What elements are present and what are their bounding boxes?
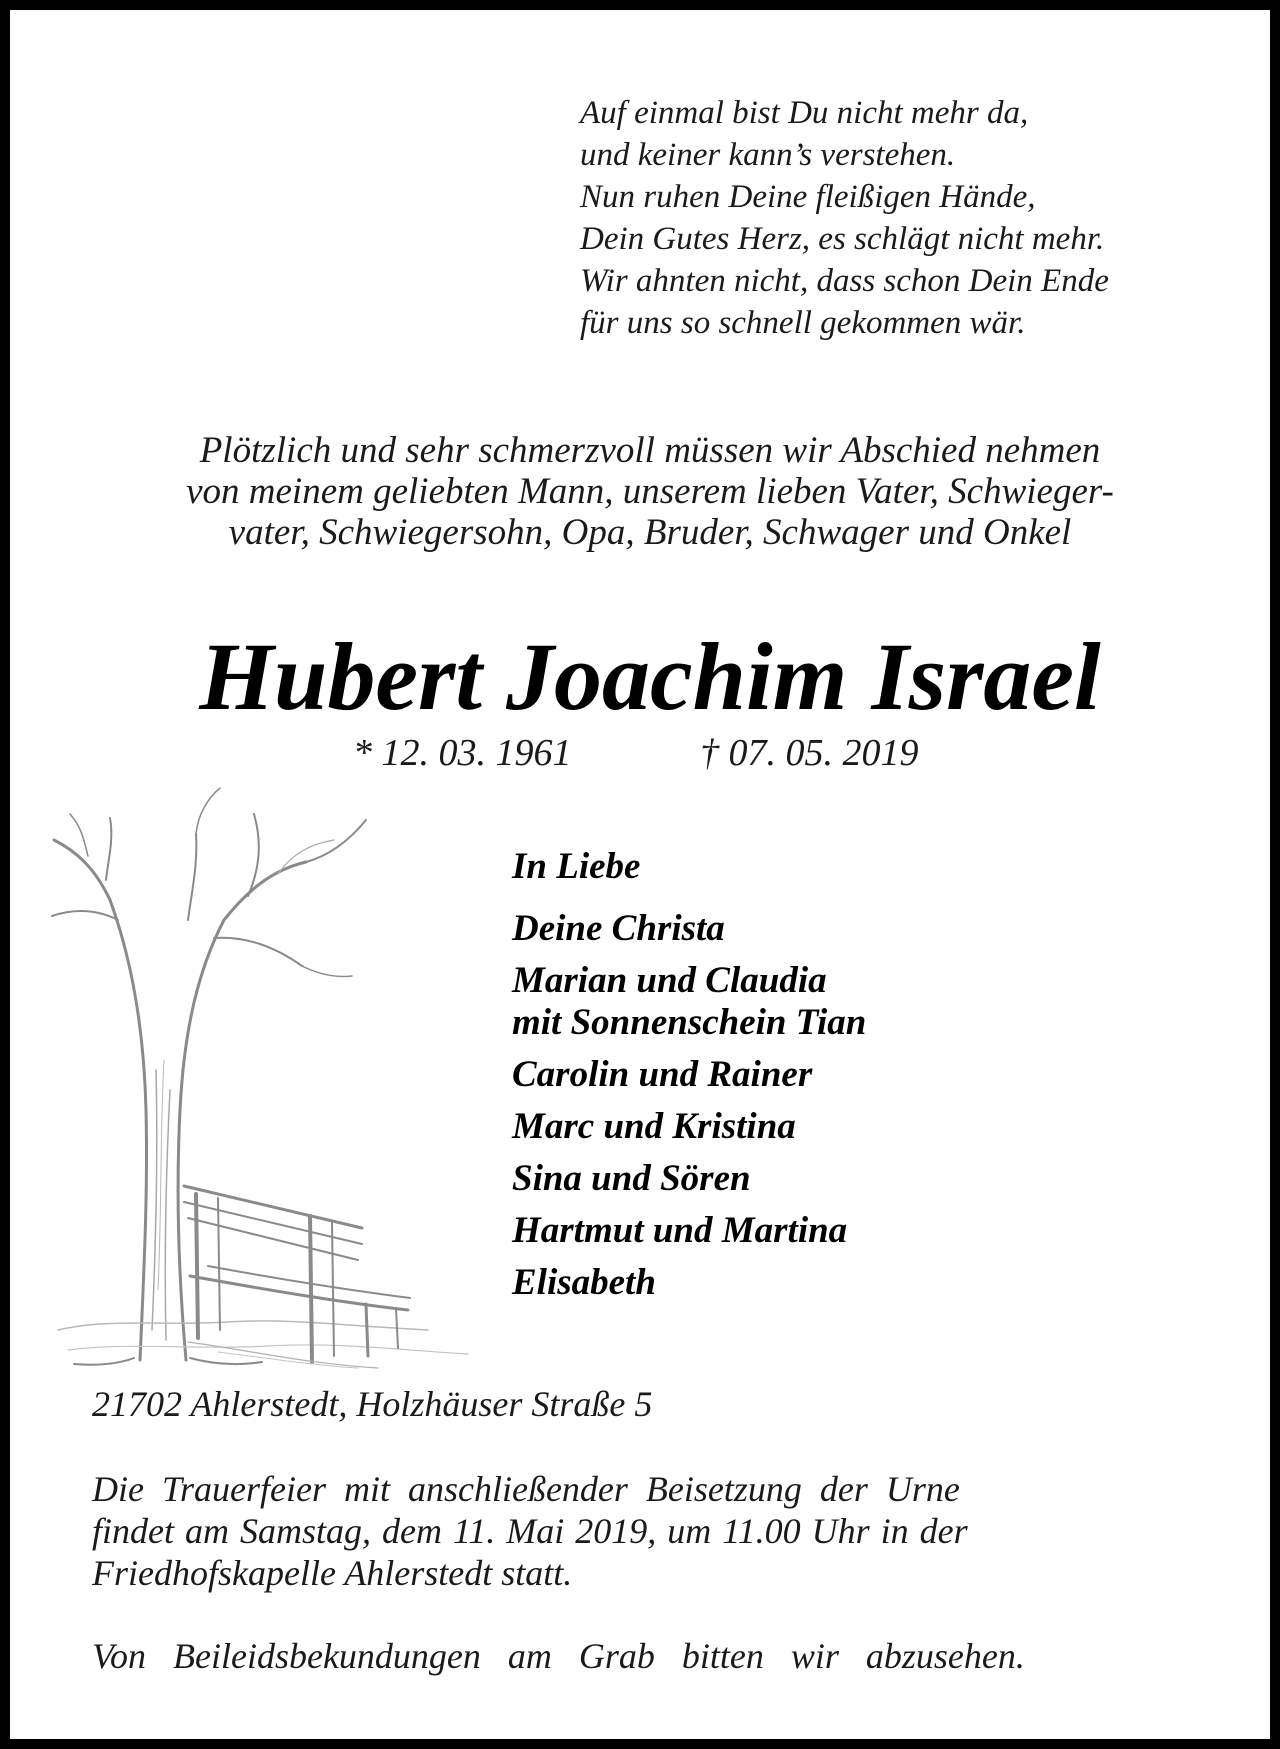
ceremony-line: findet am Samstag, dem 11. Mai 2019, um 11.00 Uhr in der: [92, 1511, 968, 1551]
ceremony-details: [92, 1468, 968, 1594]
family-member: Elisabeth: [512, 1262, 656, 1303]
farewell-intro: [90, 430, 1210, 553]
family-member: Carolin und Rainer: [512, 1054, 813, 1095]
birth-date: * 12. 03. 1961: [353, 732, 572, 774]
poem-line: Auf einmal bist Du nicht mehr da,: [580, 95, 1029, 131]
family-member: Deine Christa: [512, 908, 725, 949]
family-signatures: [512, 846, 866, 1304]
ceremony-line: Friedhofskapelle Ahlerstedt statt.: [92, 1553, 573, 1593]
intro-line: von meinem geliebten Mann, unserem lieben Vater, Schwieger-: [186, 471, 1114, 512]
deceased-name: Hubert Joachim Israel: [199, 623, 1101, 730]
family-member: Marc und Kristina: [512, 1106, 796, 1147]
ceremony-line: Die Trauerfeier mit anschließender Beisetzung der Urne: [92, 1469, 960, 1509]
poem-line: für uns so schnell gekommen wär.: [580, 305, 1026, 341]
poem-line: Dein Gutes Herz, es schlägt nicht mehr.: [580, 221, 1105, 257]
condolence-note: Von Beileidsbekundungen am Grab bitten wir abzusehen.: [92, 1636, 1025, 1676]
family-member: mit Sonnenschein Tian: [512, 1002, 867, 1043]
poem-line: Wir ahnten nicht, dass schon Dein Ende: [580, 263, 1109, 299]
poem: [580, 92, 1109, 344]
poem-line: und keiner kann’s verstehen.: [580, 137, 956, 173]
intro-line: vater, Schwiegersohn, Opa, Bruder, Schwager und Onkel: [228, 512, 1072, 553]
death-date: † 07. 05. 2019: [700, 732, 919, 774]
family-lead: In Liebe: [512, 846, 641, 887]
family-address: 21702 Ahlerstedt, Holzhäuser Straße 5: [92, 1384, 653, 1424]
family-member: Hartmut und Martina: [512, 1210, 848, 1251]
family-member: Marian und Claudia: [512, 960, 827, 1001]
poem-line: Nun ruhen Deine fleißigen Hände,: [580, 179, 1036, 215]
tree-and-bench-sketch-icon: [48, 770, 488, 1370]
family-member: Sina und Sören: [512, 1158, 751, 1199]
intro-line: Plötzlich und sehr schmerzvoll müssen wir Abschied nehmen: [199, 430, 1101, 471]
